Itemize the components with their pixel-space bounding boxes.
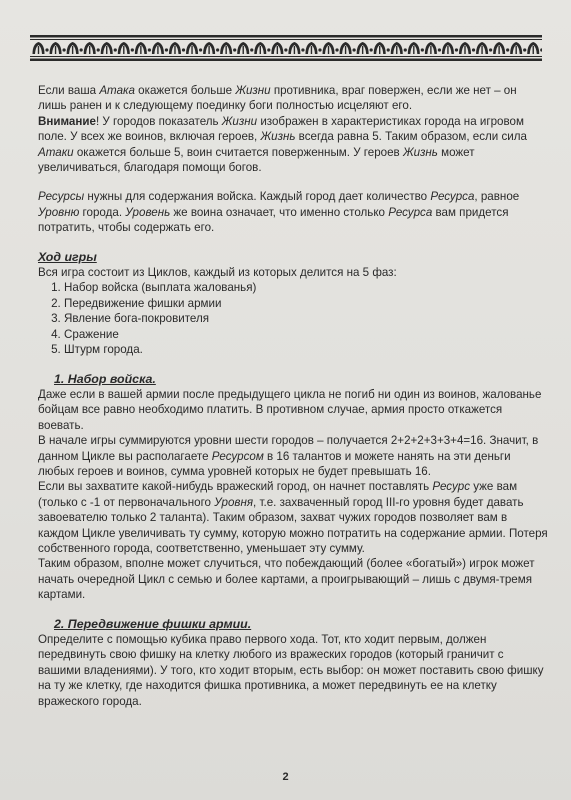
list-item: 5. Штурм города. (64, 342, 548, 357)
paragraph-resources (38, 189, 548, 235)
text: Если вы захватите какой-нибудь вражеский город, он начнет поставлять (38, 480, 433, 494)
term-resource: Ресурса (430, 190, 475, 204)
term-level: Уровню (38, 205, 80, 219)
paragraph-captured-city (38, 479, 548, 556)
term-life: Жизни (235, 84, 271, 97)
game-flow-intro: Вся игра состоит из Циклов, каждый из которых делится на 5 фаз: (38, 266, 397, 280)
section-heading-game-flow: Ход игры (38, 249, 97, 264)
list-item: 3. Явление бога-покровителя (64, 311, 548, 326)
list-item: 4. Сражение (64, 327, 548, 342)
term-resource: Ресурса (388, 205, 433, 219)
text: нужны для содержания войска. Каждый город дает количество (84, 190, 431, 204)
term-attack: Атаки (38, 145, 74, 159)
term-life: Жизнь (402, 145, 438, 159)
text: ! У городов показатель (95, 114, 222, 128)
text: города. (79, 205, 126, 219)
term-resource: Ресурс (432, 480, 471, 494)
text: окажется больше (134, 84, 236, 97)
term-resources: Ресурсы (38, 190, 85, 204)
section-title-army-move: 2. Передвижение фишки армии. (54, 616, 252, 631)
phase-list (38, 280, 548, 357)
decorative-border-ornament (30, 34, 542, 62)
text: , равное (474, 190, 520, 204)
text: же воина означает, что именно столько (170, 205, 389, 219)
paragraph-attack-rule (38, 83, 548, 114)
text: может увеличиваться, благодаря помощи богов. (38, 145, 475, 175)
list-item: 1. Набор войска (выплата жалованья) (64, 280, 548, 295)
attention-label: Внимание (38, 114, 96, 128)
term-resource: Ресурсом (211, 449, 264, 463)
text: В начале игры суммируются уровни шести городов – получается 2+2+2+3+3+4=16. Значит, в данном Цикле вы располагаете (38, 434, 539, 463)
text: противника, враг повержен, если же нет – он лишь ранен и к следующему поединку боги полностью исцеляют его. (38, 84, 517, 113)
paragraph-attention (38, 114, 548, 176)
paragraph-rich-player: Таким образом, вполне может случиться, что побеждающий (более «богатый») игрок может начать очередной Цикл с семью и более картами, а проигрывающий – лишь с двумя-тремя картами. (38, 557, 535, 602)
text: всегда равна 5. Таким образом, если сила (295, 130, 527, 144)
text: изображен в характеристиках города на игровом поле. У всех же воинов, включая героев, (38, 114, 524, 144)
list-item: 2. Передвижение фишки армии (64, 296, 548, 311)
text: , т.е. захваченный город III-го уровня будет давать завоевателю только 2 таланта). Таким образом, захват чужих городов позволяет вам в каждом Цикле увеличивать ту сумму, которую можно потратить на содержание армии. Потеря собственного города, соответственно, уменьшает эту сумму. (38, 495, 548, 555)
text: Если ваша (38, 84, 100, 97)
paragraph-first-move: Определите с помощью кубика право первого хода. Тот, кто ходит первым, должен передвинуть свою фишку на клетку любого из вражеских городов (который граничит с вашими владениями). У того, кто ходит вторым, есть выбор: он может поставить свою фишку на ту же клетку, где находится фишка противника, а может передвинуть ее на клетку вражеского города. (38, 633, 544, 708)
term-level: Уровень (125, 205, 171, 219)
term-life: Жизни (221, 114, 258, 128)
text: уже вам (только с -1 от первоначального (38, 480, 518, 509)
paragraph-salary: Даже если в вашей армии после предыдущего цикла не погиб ни один из воинов, жалованье бойцам все равно необходимо платить. В противном случае, армия просто откажется воевать. (38, 387, 542, 432)
page-body (38, 83, 548, 709)
term-attack: Атака (99, 84, 135, 97)
text: в 16 талантов и можете нанять на эти деньги любых героев и воинов, сумма уровней которых не будет превышать 16. (38, 449, 511, 478)
page-number: 2 (282, 771, 289, 783)
paragraph-city-levels (38, 433, 548, 479)
term-life: Жизнь (260, 130, 296, 144)
text: окажется больше 5, воин считается поверженным. У героев (73, 145, 403, 159)
term-level: Уровня (214, 495, 254, 509)
text: вам придется потратить, чтобы содержать его. (38, 205, 509, 235)
section-title-recruitment: 1. Набор войска. (54, 371, 156, 386)
